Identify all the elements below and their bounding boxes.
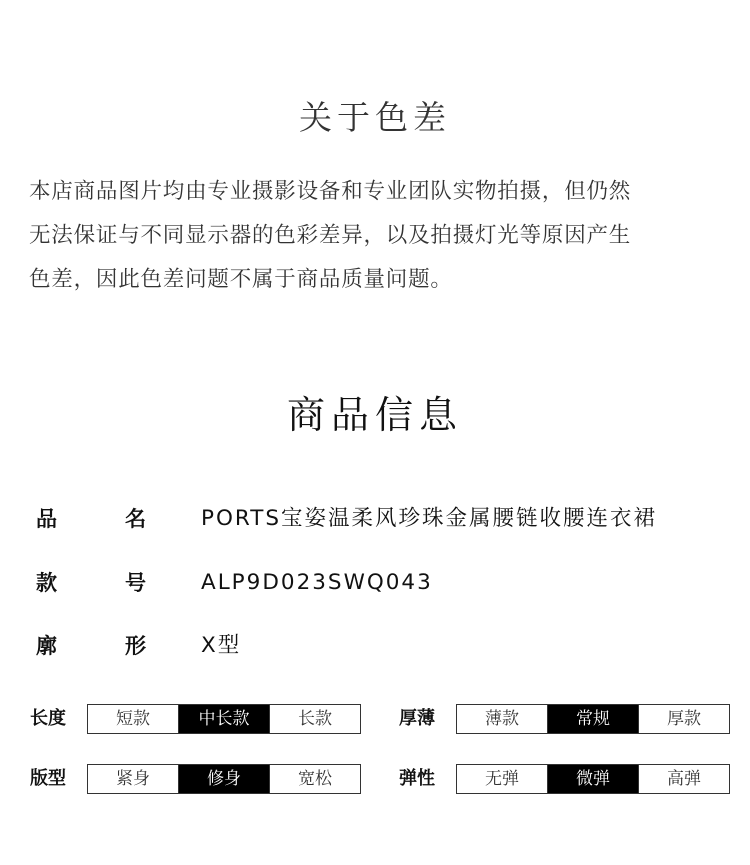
fit-label: 版型: [30, 768, 66, 789]
label-char: 号: [125, 571, 146, 595]
style-number-label: [36, 563, 146, 603]
thickness-option-regular: 常规: [547, 705, 638, 733]
fit-option-slim: 修身: [178, 765, 269, 793]
color-difference-title: 关于色差: [299, 98, 451, 137]
product-info-title: 商品信息: [286, 393, 463, 437]
length-options: [87, 704, 361, 734]
elasticity-option-slight: 微弹: [547, 765, 638, 793]
elasticity-option-high: 高弹: [638, 765, 729, 793]
elasticity-options: [456, 764, 730, 794]
elasticity-option-none: 无弹: [457, 765, 547, 793]
product-name-row: [0, 499, 750, 539]
product-name-value: PORTS宝姿温柔风珍珠金属腰链收腰连衣裙: [201, 506, 658, 531]
silhouette-label: [36, 626, 146, 666]
fit-option-loose: 宽松: [269, 765, 360, 793]
length-option-long: 长款: [269, 705, 360, 733]
label-char: 品: [36, 507, 57, 531]
thickness-attribute: [375, 704, 750, 734]
style-number-row: [0, 563, 750, 603]
thickness-option-thin: 薄款: [457, 705, 547, 733]
color-difference-notice: [29, 170, 729, 302]
label-char: 名: [125, 507, 146, 531]
notice-line: 本店商品图片均由专业摄影设备和专业团队实物拍摄，但仍然: [29, 179, 632, 204]
fit-options: [87, 764, 361, 794]
length-option-midi: 中长款: [178, 705, 269, 733]
label-char: 款: [36, 571, 57, 595]
thickness-label: 厚薄: [399, 708, 435, 729]
length-label: 长度: [30, 708, 66, 729]
fit-attribute: [0, 764, 375, 794]
elasticity-label: 弹性: [399, 768, 435, 789]
label-char: 廓: [36, 634, 57, 658]
style-number-value: ALP9D023SWQ043: [201, 570, 433, 595]
silhouette-value: X型: [201, 633, 242, 658]
elasticity-attribute: [375, 764, 750, 794]
fit-option-tight: 紧身: [88, 765, 178, 793]
thickness-option-thick: 厚款: [638, 705, 729, 733]
notice-line: 色差，因此色差问题不属于商品质量问题。: [29, 267, 453, 292]
length-option-short: 短款: [88, 705, 178, 733]
length-attribute: [0, 704, 375, 734]
label-char: 形: [125, 634, 146, 658]
product-name-label: [36, 499, 146, 539]
thickness-options: [456, 704, 730, 734]
notice-line: 无法保证与不同显示器的色彩差异，以及拍摄灯光等原因产生: [29, 223, 632, 248]
silhouette-row: [0, 626, 750, 666]
